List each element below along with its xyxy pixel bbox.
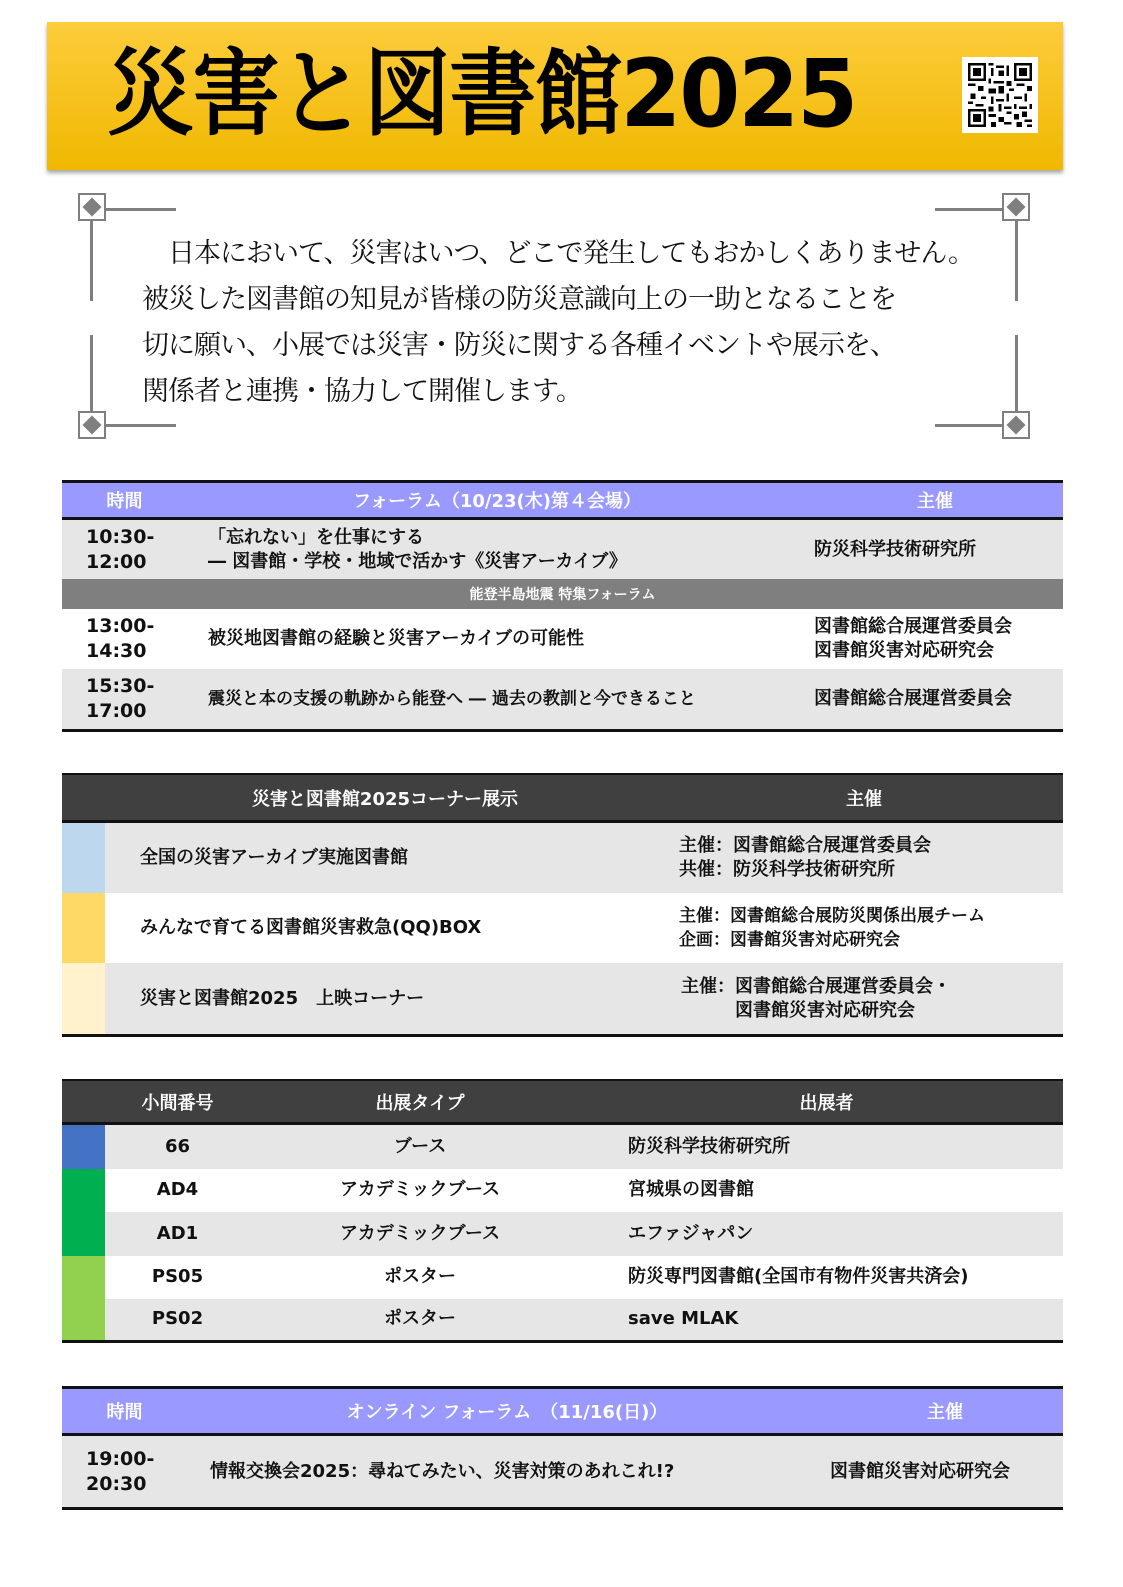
host-line: 共催：防災科学技術研究所 xyxy=(679,859,895,880)
forum-row xyxy=(62,609,1063,669)
booth-header-exhibitor: 出展者 xyxy=(799,1092,854,1114)
frame-line xyxy=(935,424,1005,427)
corner-exhibit-table xyxy=(62,773,1063,1037)
title-line: ― 図書館・学校・地域で活かす《災害アーカイブ》 xyxy=(208,550,627,572)
online-row xyxy=(62,1436,1063,1510)
corner-row xyxy=(62,823,1063,893)
forum-host xyxy=(814,520,1063,579)
time-start: 19:00- xyxy=(86,1447,155,1470)
host-line: 図書館災害対応研究会 xyxy=(681,999,915,1021)
booth-number: AD4 xyxy=(156,1179,199,1201)
booth-exhibitor: 宮城県の図書館 xyxy=(628,1179,754,1201)
booth-number: PS02 xyxy=(151,1308,204,1330)
category-swatch xyxy=(62,1256,105,1300)
corner-header-host: 主催 xyxy=(846,788,882,810)
host-line: 防災科学技術研究所 xyxy=(814,538,976,560)
forum-header-time: 時間 xyxy=(106,491,143,512)
corner-ornament-icon xyxy=(78,193,106,221)
corner-host xyxy=(681,963,1063,1034)
online-header-title: オンライン フォーラム （11/16(日)） xyxy=(346,1402,668,1423)
frame-line xyxy=(90,221,93,301)
corner-row xyxy=(62,963,1063,1037)
frame-line xyxy=(90,335,93,415)
category-swatch xyxy=(62,1212,105,1256)
booth-exhibitor: 防災専門図書館(全国市有物件災害共済会) xyxy=(628,1266,969,1288)
host-line: 図書館総合展運営委員会 xyxy=(814,688,1012,709)
corner-host xyxy=(679,823,1063,893)
intro-line: 日本において、災害はいつ、どこで発生してもおかしくありません。 xyxy=(142,238,974,269)
time-end: 14:30 xyxy=(86,640,147,662)
category-swatch xyxy=(62,823,105,893)
special-forum-label: 能登半島地震 特集フォーラム xyxy=(469,587,656,603)
intro-line: 切に願い、小展では災害・防災に関する各種イベントや展示を、 xyxy=(142,330,896,361)
booth-number: PS05 xyxy=(151,1266,204,1288)
booth-table xyxy=(62,1079,1063,1343)
intro-frame xyxy=(78,193,1033,445)
online-title: 情報交換会2025：尋ねてみたい、災害対策のあれこれ!? xyxy=(210,1460,675,1482)
time-start: 13:00- xyxy=(86,615,155,637)
online-host: 図書館災害対応研究会 xyxy=(830,1460,1010,1482)
online-header-row xyxy=(62,1386,1063,1436)
corner-title: 災害と図書館2025 上映コーナー xyxy=(140,987,425,1009)
forum-title xyxy=(208,669,818,729)
corner-host xyxy=(679,893,1063,963)
corner-title: 全国の災害アーカイブ実施図書館 xyxy=(140,847,409,868)
online-forum-table xyxy=(62,1386,1063,1510)
special-forum-banner xyxy=(62,579,1063,609)
forum-header-row xyxy=(62,480,1063,520)
forum-host xyxy=(814,669,1063,729)
booth-row xyxy=(62,1169,1063,1213)
corner-ornament-icon xyxy=(78,411,106,439)
forum-title xyxy=(208,520,808,579)
booth-type: ポスター xyxy=(384,1308,456,1330)
time-start: 15:30- xyxy=(86,675,155,697)
corner-ornament-icon xyxy=(1002,193,1030,221)
booth-row xyxy=(62,1256,1063,1300)
host-line: 図書館総合展運営委員会 xyxy=(814,616,1012,637)
frame-line xyxy=(106,208,176,211)
intro-line: 関係者と連携・協力して開催します。 xyxy=(142,376,582,407)
forum-time xyxy=(86,669,186,729)
host-line: 主催：図書館総合展防災関係出展チーム xyxy=(679,906,985,926)
booth-type: アカデミックブース xyxy=(339,1179,501,1201)
intro-line: 被災した図書館の知見が皆様の防災意識向上の一助となることを xyxy=(142,284,896,315)
frame-line xyxy=(935,208,1005,211)
time-end: 17:00 xyxy=(86,700,147,722)
forum-table xyxy=(62,480,1063,732)
booth-header-type: 出展タイプ xyxy=(375,1092,465,1114)
qr-code-icon[interactable] xyxy=(962,57,1038,133)
intro-text xyxy=(142,231,1002,415)
booth-exhibitor: エファジャパン xyxy=(628,1222,754,1244)
corner-title: みんなで育てる図書館災害救急(QQ)BOX xyxy=(140,917,482,938)
booth-type: アカデミックブース xyxy=(339,1222,501,1244)
booth-header-number: 小間番号 xyxy=(141,1092,214,1114)
corner-ornament-icon xyxy=(1002,411,1030,439)
forum-time xyxy=(86,520,186,579)
booth-type: ポスター xyxy=(384,1266,456,1288)
booth-number: 66 xyxy=(164,1135,191,1157)
booth-row xyxy=(62,1212,1063,1256)
corner-row xyxy=(62,893,1063,963)
forum-header-title: フォーラム（10/23(木)第４会場） xyxy=(352,491,642,512)
category-swatch xyxy=(62,963,105,1034)
frame-line xyxy=(106,424,176,427)
category-swatch xyxy=(62,1125,105,1169)
corner-header-row xyxy=(62,773,1063,823)
title-line: 「忘れない」を仕事にする xyxy=(208,526,424,548)
forum-host xyxy=(814,609,1063,669)
booth-number: AD1 xyxy=(156,1222,199,1244)
host-line: 企画：図書館災害対応研究会 xyxy=(679,930,900,950)
title-banner xyxy=(47,22,1063,170)
booth-exhibitor: save MLAK xyxy=(628,1308,739,1330)
title-line: 被災地図書館の経験と災害アーカイブの可能性 xyxy=(208,628,585,649)
booth-row xyxy=(62,1125,1063,1169)
booth-header-row xyxy=(62,1079,1063,1125)
online-header-host: 主催 xyxy=(927,1402,963,1423)
host-line: 図書館災害対応研究会 xyxy=(814,640,994,661)
forum-time xyxy=(86,609,186,669)
time-start: 10:30- xyxy=(86,525,155,548)
corner-header-title: 災害と図書館2025コーナー展示 xyxy=(251,788,519,810)
online-header-time: 時間 xyxy=(106,1402,143,1423)
title-line: 震災と本の支援の軌跡から能登へ ― 過去の教訓と今できること xyxy=(208,689,696,709)
host-line: 主催：図書館総合展運営委員会・ xyxy=(681,975,951,997)
category-swatch xyxy=(62,893,105,963)
frame-line xyxy=(1015,335,1018,415)
category-swatch xyxy=(62,1299,105,1340)
forum-row xyxy=(62,520,1063,579)
booth-type: ブース xyxy=(393,1135,447,1157)
forum-header-host: 主催 xyxy=(917,491,953,512)
host-line: 主催：図書館総合展運営委員会 xyxy=(679,835,931,856)
frame-line xyxy=(1015,221,1018,301)
time-end: 12:00 xyxy=(86,550,147,573)
booth-exhibitor: 防災科学技術研究所 xyxy=(628,1135,790,1157)
forum-row xyxy=(62,669,1063,732)
category-swatch xyxy=(62,1169,105,1213)
booth-row xyxy=(62,1299,1063,1343)
time-end: 20:30 xyxy=(86,1472,147,1495)
page-title: 災害と図書館2025 xyxy=(107,40,857,149)
forum-title xyxy=(208,609,808,669)
online-time xyxy=(86,1436,186,1507)
